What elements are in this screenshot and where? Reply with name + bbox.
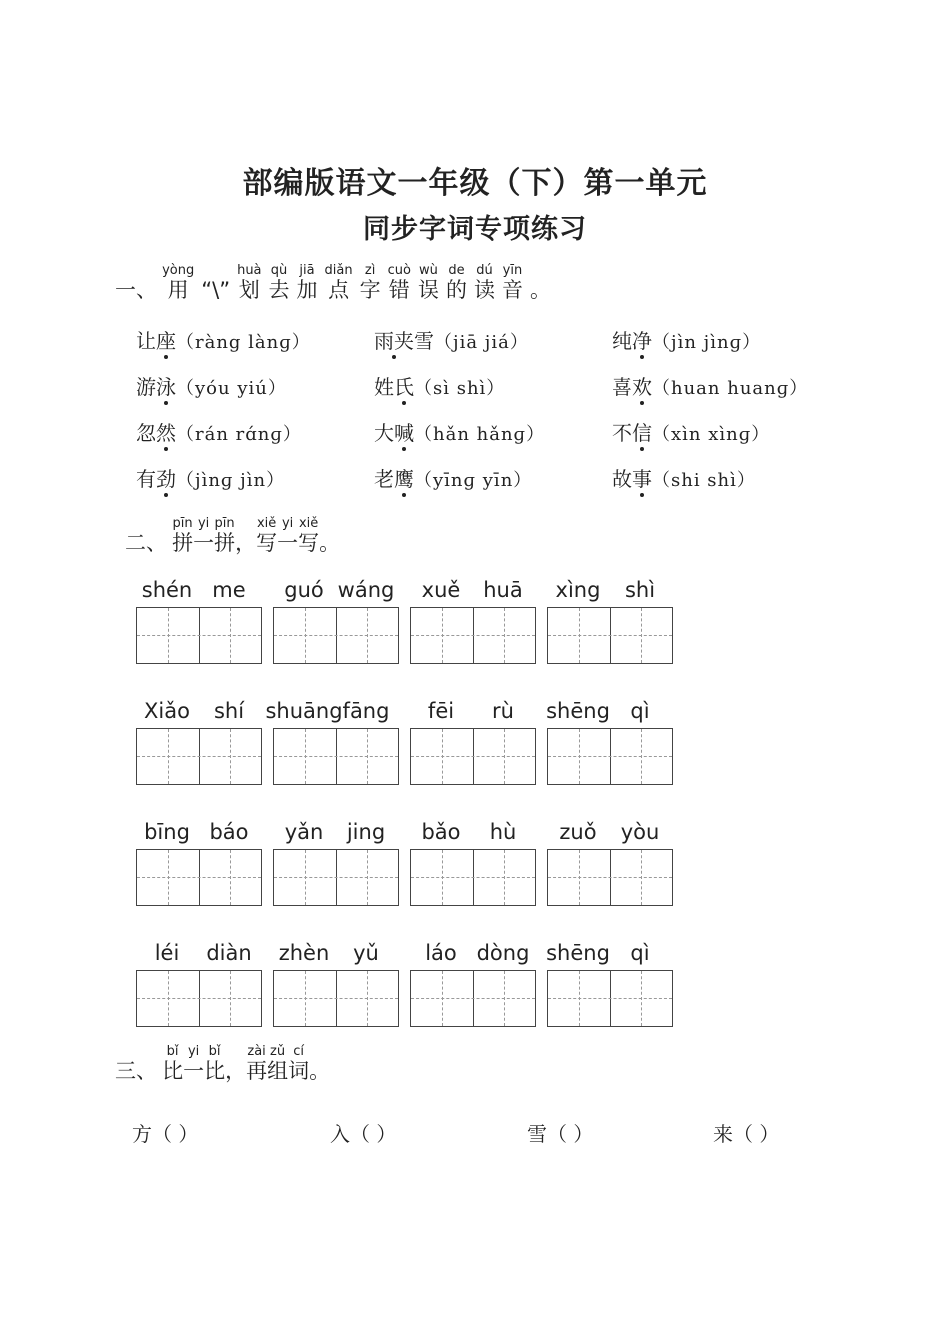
pinyin-annotation: yòng xyxy=(162,263,195,278)
pronunciation-question[interactable] xyxy=(612,371,808,400)
pinyin-word: rù xyxy=(492,699,514,723)
section2-number: 二、 xyxy=(125,531,167,555)
hanzi-character: 组 xyxy=(267,1059,289,1083)
pronunciation-question[interactable] xyxy=(374,417,545,446)
pinyin-annotation: yi xyxy=(187,1044,200,1059)
instruction-char xyxy=(502,263,523,302)
instruction-char xyxy=(325,263,353,302)
instruction-char xyxy=(235,516,256,555)
instruction-char xyxy=(246,1044,267,1083)
instruction-char xyxy=(225,1044,246,1083)
instruction-char xyxy=(267,1044,288,1083)
word-part: 喜 xyxy=(612,375,632,399)
writing-grid-row xyxy=(0,970,950,1028)
pinyin-word: bīng xyxy=(144,820,190,844)
pronunciation-question[interactable] xyxy=(612,325,761,354)
hanzi-character: 再 xyxy=(246,1059,268,1083)
word-part: 事 xyxy=(632,463,652,492)
tianzige-writing-box[interactable] xyxy=(410,970,536,1027)
hanzi-character: 拼 xyxy=(214,531,236,555)
hanzi-character: 。 xyxy=(309,1059,331,1083)
pinyin-options: （jìn jìnɡ） xyxy=(652,332,762,353)
pinyin-annotation: yīn xyxy=(502,263,523,278)
question-row xyxy=(0,325,950,355)
pinyin-word: shí xyxy=(213,699,245,723)
grid-guide-line xyxy=(274,756,398,757)
grid-guide-line xyxy=(548,756,672,757)
hanzi-character: ， xyxy=(225,1059,247,1083)
pinyin-word: guó xyxy=(284,578,324,602)
pinyin-options: （ràng lànɡ） xyxy=(176,332,311,353)
grid-guide-line xyxy=(137,756,261,757)
hanzi-character: 拼 xyxy=(172,531,194,555)
compare-item[interactable]: 入（ ） xyxy=(330,1122,397,1146)
worksheet-subtitle: 同步字词专项练习 xyxy=(363,214,587,245)
pinyin-word: xuě xyxy=(421,578,461,602)
writing-grid-row xyxy=(0,607,950,665)
pinyin-annotation: xiě xyxy=(256,516,277,531)
pinyin-word: wáng xyxy=(337,578,395,602)
instruction-char xyxy=(446,263,467,302)
hanzi-character: 读 xyxy=(473,278,495,302)
pinyin-word: yǔ xyxy=(353,941,379,965)
word-part: 泳 xyxy=(156,371,176,400)
pinyin-options: （hǎn hǎnɡ） xyxy=(414,424,546,445)
hanzi-character: 音 xyxy=(501,278,523,302)
pinyin-annotation: wù xyxy=(419,263,438,278)
pinyin-word: diàn xyxy=(206,941,252,965)
hanzi-character: 。 xyxy=(319,531,341,555)
instruction-char xyxy=(319,516,340,555)
pinyin-annotation xyxy=(530,263,551,278)
word-part: 大 xyxy=(374,421,394,445)
word-part: 纯 xyxy=(612,329,632,353)
word-part: 故 xyxy=(612,467,632,491)
pinyin-annotation: bǐ xyxy=(208,1044,221,1059)
pinyin-annotation: diǎn xyxy=(324,263,353,278)
hanzi-character: 划 xyxy=(238,278,260,302)
instruction-char xyxy=(297,263,318,302)
pinyin-word: zuǒ xyxy=(559,820,597,844)
instruction-char xyxy=(204,1044,225,1083)
pinyin-annotation: jiā xyxy=(299,263,315,278)
tianzige-writing-box[interactable] xyxy=(410,849,536,906)
pinyin-annotation: yi xyxy=(281,516,294,531)
section1-number: 一、 xyxy=(115,278,157,302)
word-part: 净 xyxy=(632,325,652,354)
pinyin-word: xìng xyxy=(555,578,601,602)
pinyin-word: fēi xyxy=(427,699,455,723)
pinyin-annotation xyxy=(309,1044,330,1059)
instruction-char xyxy=(269,263,290,302)
pinyin-options: （shi shì） xyxy=(652,470,756,491)
instruction-char xyxy=(193,516,214,555)
pinyin-row xyxy=(0,699,950,723)
pronunciation-question[interactable] xyxy=(136,371,287,400)
hanzi-character: 点 xyxy=(328,278,350,302)
pinyin-annotation: zài xyxy=(247,1044,266,1059)
pinyin-word: hù xyxy=(489,820,517,844)
hanzi-character: 写 xyxy=(298,531,320,555)
grid-guide-line xyxy=(411,998,535,999)
hanzi-character: 一 xyxy=(183,1059,205,1083)
worksheet-title: 部编版语文一年级（下）第一单元 xyxy=(242,166,708,201)
word-part: 鹰 xyxy=(394,463,414,492)
tianzige-writing-box[interactable] xyxy=(273,970,399,1027)
section3-number: 三、 xyxy=(115,1059,157,1083)
word-part: 劲 xyxy=(156,463,176,492)
word-part: 座 xyxy=(156,325,176,354)
pronunciation-question[interactable] xyxy=(136,325,311,354)
hanzi-character: 一 xyxy=(277,531,299,555)
pinyin-row xyxy=(0,820,950,844)
pinyin-word: yǎn xyxy=(284,820,324,844)
hanzi-character: 比 xyxy=(204,1059,226,1083)
instruction-char xyxy=(388,263,411,302)
hanzi-character: 写 xyxy=(256,531,278,555)
instruction-char xyxy=(288,1044,309,1083)
word-part: 不 xyxy=(612,421,632,445)
hanzi-character: ， xyxy=(235,531,257,555)
hanzi-character: 字 xyxy=(359,278,381,302)
hanzi-character: 。 xyxy=(529,278,551,302)
hanzi-character: 去 xyxy=(268,278,290,302)
hanzi-character: 一 xyxy=(193,531,215,555)
pinyin-word: shì xyxy=(624,578,656,602)
word-part: 雨夹 xyxy=(374,325,414,354)
word-part: 有 xyxy=(136,467,156,491)
instruction-char xyxy=(530,263,551,302)
pinyin-annotation: huà xyxy=(237,263,262,278)
pinyin-annotation: xiě xyxy=(298,516,319,531)
pinyin-word: zhèn xyxy=(278,941,330,965)
instruction-char xyxy=(256,516,277,555)
grid-guide-line xyxy=(548,877,672,878)
hanzi-character: “\” xyxy=(201,278,231,302)
tianzige-writing-box[interactable] xyxy=(410,607,536,664)
tianzige-writing-box[interactable] xyxy=(273,607,399,664)
pinyin-annotation: zǔ xyxy=(270,1044,286,1059)
pronunciation-question[interactable] xyxy=(136,417,302,446)
pinyin-options: （jìnɡ jìn） xyxy=(176,470,286,491)
hanzi-character: 加 xyxy=(296,278,318,302)
pinyin-options: （xìn xìnɡ） xyxy=(652,424,771,445)
pronunciation-question[interactable] xyxy=(136,463,285,492)
section1-heading xyxy=(115,263,558,305)
section3-instruction xyxy=(162,1044,331,1083)
instruction-char xyxy=(309,1044,330,1083)
tianzige-writing-box[interactable] xyxy=(136,728,262,785)
question-row xyxy=(0,371,950,401)
instruction-char xyxy=(237,263,261,302)
pinyin-word: qì xyxy=(630,941,650,965)
word-part: 姓 xyxy=(374,375,394,399)
pinyin-annotation: qù xyxy=(270,263,288,278)
instruction-char xyxy=(183,1044,204,1083)
pinyin-word: bǎo xyxy=(421,820,461,844)
pinyin-word: dòng xyxy=(476,941,530,965)
instruction-char xyxy=(214,516,235,555)
pronunciation-question[interactable] xyxy=(374,463,532,492)
word-part: 喊 xyxy=(394,417,414,446)
grid-guide-line xyxy=(548,998,672,999)
grid-guide-line xyxy=(137,635,261,636)
compare-item[interactable]: 方（ ） xyxy=(132,1122,199,1146)
pinyin-word: fāng xyxy=(342,699,390,723)
word-part: 然 xyxy=(156,417,176,446)
pinyin-word: shuāng xyxy=(265,699,343,723)
compare-item[interactable]: 雪（ ） xyxy=(527,1122,594,1146)
pinyin-row xyxy=(0,578,950,602)
pinyin-word: báo xyxy=(209,820,249,844)
grid-guide-line xyxy=(274,998,398,999)
pinyin-word: shēng xyxy=(546,699,610,723)
tianzige-writing-box[interactable] xyxy=(273,849,399,906)
hanzi-character: 比 xyxy=(162,1059,184,1083)
grid-guide-line xyxy=(411,756,535,757)
grid-guide-line xyxy=(274,877,398,878)
tianzige-writing-box[interactable] xyxy=(136,607,262,664)
pinyin-annotation: cí xyxy=(293,1044,304,1059)
pinyin-annotation xyxy=(225,1044,246,1059)
word-part: 忽 xyxy=(136,421,156,445)
word-part: 老 xyxy=(374,467,394,491)
hanzi-character: 误 xyxy=(417,278,439,302)
pinyin-word: yòu xyxy=(620,820,660,844)
tianzige-writing-box[interactable] xyxy=(136,849,262,906)
pinyin-annotation: pīn xyxy=(172,516,193,531)
hanzi-character: 词 xyxy=(288,1059,310,1083)
tianzige-writing-box[interactable] xyxy=(410,728,536,785)
tianzige-writing-box[interactable] xyxy=(547,728,673,785)
section3-heading xyxy=(115,1044,330,1086)
pinyin-word: shén xyxy=(141,578,193,602)
hanzi-character: 错 xyxy=(388,278,410,302)
pinyin-options: （jiā jiá） xyxy=(434,332,529,353)
pinyin-options: （huan huanɡ） xyxy=(652,378,809,399)
instruction-char xyxy=(172,516,193,555)
writing-grid-row xyxy=(0,728,950,786)
pronunciation-question[interactable] xyxy=(612,463,756,492)
pinyin-options: （yóu yiú） xyxy=(176,378,287,399)
hanzi-character: 用 xyxy=(167,278,189,302)
pinyin-row xyxy=(0,941,950,965)
pinyin-annotation: de xyxy=(448,263,465,278)
word-part: 游 xyxy=(136,375,156,399)
pinyin-annotation: yi xyxy=(197,516,210,531)
instruction-char xyxy=(298,516,319,555)
pinyin-annotation: cuò xyxy=(387,263,411,278)
pronunciation-question[interactable] xyxy=(374,325,529,354)
pinyin-word: me xyxy=(212,578,246,602)
word-part: 欢 xyxy=(632,371,652,400)
section1-instruction xyxy=(162,263,558,302)
instruction-char xyxy=(474,263,495,302)
pinyin-annotation: pīn xyxy=(214,516,235,531)
tianzige-writing-box[interactable] xyxy=(547,970,673,1027)
pinyin-annotation xyxy=(319,516,340,531)
pinyin-word: qì xyxy=(630,699,650,723)
pinyin-options: （yīnɡ yīn） xyxy=(414,470,533,491)
pinyin-annotation: zì xyxy=(364,263,376,278)
pronunciation-question[interactable] xyxy=(612,417,770,446)
grid-guide-line xyxy=(411,877,535,878)
word-part: 雪 xyxy=(414,329,434,353)
pinyin-options: （rán rɑ́nɡ） xyxy=(176,424,302,445)
grid-guide-line xyxy=(137,877,261,878)
hanzi-character: 的 xyxy=(445,278,467,302)
pinyin-annotation xyxy=(201,263,230,278)
compare-item[interactable]: 来（ ） xyxy=(713,1122,780,1146)
grid-guide-line xyxy=(548,635,672,636)
instruction-char xyxy=(277,516,298,555)
section2-heading xyxy=(125,516,340,558)
instruction-char xyxy=(360,263,381,302)
pinyin-annotation xyxy=(235,516,256,531)
instruction-char xyxy=(418,263,439,302)
pinyin-word: léi xyxy=(154,941,180,965)
pinyin-word: láo xyxy=(425,941,457,965)
pinyin-word: shēng xyxy=(546,941,610,965)
writing-grid-row xyxy=(0,849,950,907)
pinyin-word: huā xyxy=(483,578,523,602)
pinyin-annotation: bǐ xyxy=(166,1044,179,1059)
pinyin-options: （sì shì） xyxy=(414,378,506,399)
tianzige-writing-box[interactable] xyxy=(136,970,262,1027)
word-part: 让 xyxy=(136,329,156,353)
grid-guide-line xyxy=(137,998,261,999)
instruction-char xyxy=(201,263,230,302)
grid-guide-line xyxy=(411,635,535,636)
pinyin-word: jing xyxy=(346,820,386,844)
tianzige-writing-box[interactable] xyxy=(547,607,673,664)
tianzige-writing-box[interactable] xyxy=(547,849,673,906)
section2-instruction xyxy=(172,516,341,555)
word-part: 信 xyxy=(632,417,652,446)
pinyin-word: Xiǎo xyxy=(144,699,190,723)
word-part: 氏 xyxy=(394,371,414,400)
instruction-char xyxy=(162,1044,183,1083)
grid-guide-line xyxy=(274,635,398,636)
pronunciation-question[interactable] xyxy=(374,371,505,400)
instruction-char xyxy=(162,263,194,302)
tianzige-writing-box[interactable] xyxy=(273,728,399,785)
pinyin-annotation: dú xyxy=(476,263,493,278)
question-row xyxy=(0,463,950,493)
question-row xyxy=(0,417,950,447)
